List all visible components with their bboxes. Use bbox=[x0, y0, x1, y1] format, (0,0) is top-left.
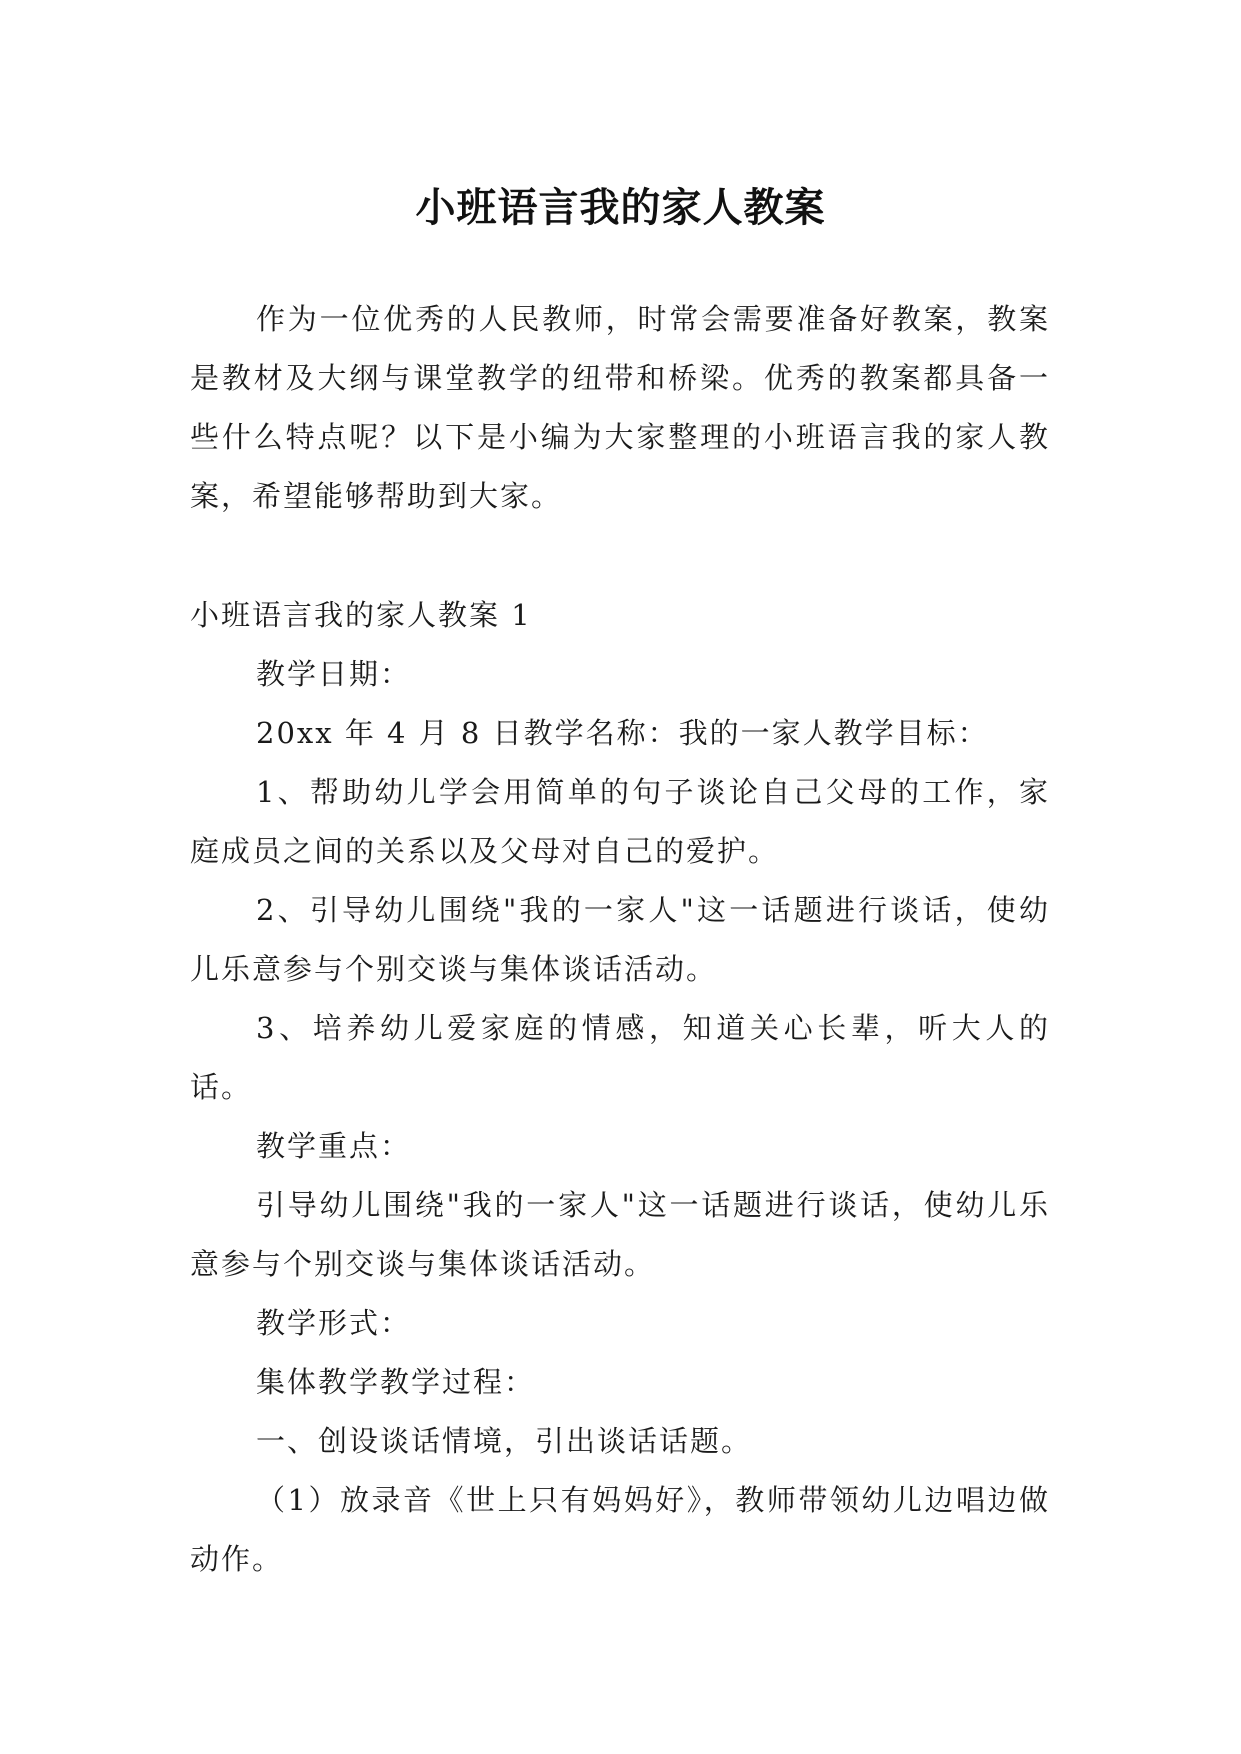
paragraph-key-point: 引导幼儿围绕"我的一家人"这一话题进行谈话，使幼儿乐意参与个别交谈与集体谈话活动。 bbox=[190, 1188, 1050, 1281]
paragraph-goal-3: 3、培养幼儿爱家庭的情感，知道关心长辈，听大人的话。 bbox=[190, 1011, 1050, 1104]
document-title: 小班语言我的家人教案 bbox=[415, 184, 826, 231]
paragraph-key-point-label: 教学重点： bbox=[256, 1129, 412, 1163]
paragraph-goal-1: 1、帮助幼儿学会用简单的句子谈论自己父母的工作，家庭成员之间的关系以及父母对自己的爱护。 bbox=[190, 775, 1050, 868]
section-title: 小班语言我的家人教案 1 bbox=[190, 598, 532, 632]
paragraph-step-1: 一、创设谈话情境，引出谈话话题。 bbox=[256, 1424, 753, 1458]
paragraph-form-label: 教学形式： bbox=[256, 1306, 412, 1340]
document-body bbox=[190, 290, 1050, 1589]
paragraph-step-1-sub-1: （1）放录音《世上只有妈妈好》，教师带领幼儿边唱边做动作。 bbox=[190, 1483, 1050, 1576]
paragraph-goal-2: 2、引导幼儿围绕"我的一家人"这一话题进行谈话，使幼儿乐意参与个别交谈与集体谈话活动。 bbox=[190, 893, 1050, 986]
paragraph-process-label: 集体教学教学过程： bbox=[256, 1365, 536, 1399]
intro-paragraph: 作为一位优秀的人民教师，时常会需要准备好教案，教案是教材及大纲与课堂教学的纽带和桥梁。优秀的教案都具备一些什么特点呢？以下是小编为大家整理的小班语言我的家人教案，希望能够帮助到大家。 bbox=[190, 302, 1050, 513]
paragraph-teaching-date-label: 教学日期： bbox=[256, 657, 412, 691]
paragraph-date-and-name: 20xx 年 4 月 8 日教学名称：我的一家人教学目标： bbox=[256, 716, 989, 750]
